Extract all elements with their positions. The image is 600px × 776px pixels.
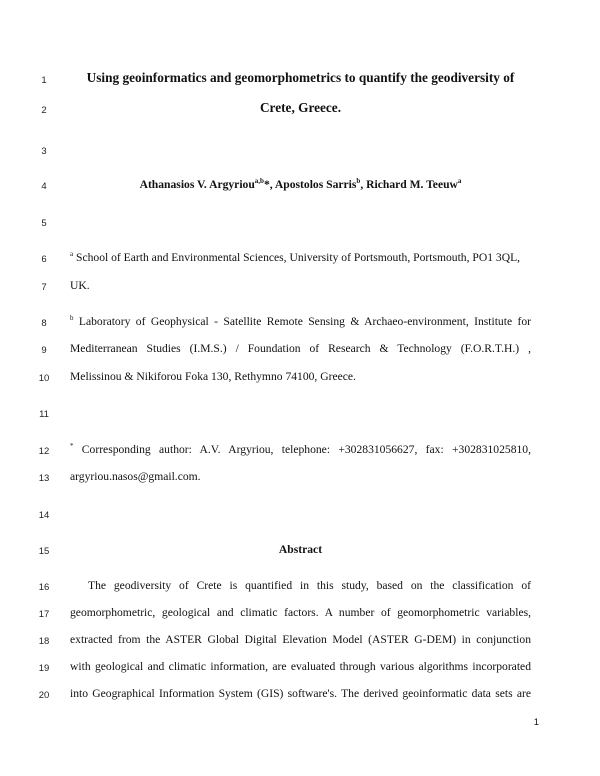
affiliation-b-line-1 (70, 315, 531, 329)
abstract-line-2: geomorphometric, geological and climatic factors. A number of geomorphometric variables, (70, 606, 531, 619)
affiliation-a-line-2: UK. (70, 279, 90, 292)
abstract-line-3: extracted from the ASTER Global Digital Elevation Model (ASTER G-DEM) in conjunction (70, 633, 531, 646)
line-number: 1 (41, 75, 47, 86)
affiliation-b-line-3: Melissinou & Nikiforou Foka 130, Rethymno 74100, Greece. (70, 370, 356, 383)
abstract-line-5: into Geographical Information System (GIS) software's. The derived geoinformatic data sets are (70, 687, 531, 700)
author-affiliation-mark: a,b (254, 177, 264, 186)
author-list (70, 178, 531, 192)
line-number: 6 (41, 254, 47, 265)
line-number: 18 (38, 636, 50, 647)
affiliation-b-line-2: Mediterranean Studies (I.M.S.) / Foundation of Research & Technology (F.O.R.T.H.) , (70, 342, 531, 355)
corresponding-mark: * (70, 442, 74, 451)
abstract-heading: Abstract (278, 543, 323, 556)
line-number: 4 (41, 181, 47, 192)
line-number: 11 (39, 409, 49, 420)
line-number: 3 (41, 146, 47, 157)
line-number: 17 (38, 609, 50, 620)
affiliation-a-line-1 (70, 251, 531, 265)
author-separator: , (360, 178, 367, 191)
abstract-line-4: with geological and climatic information, are evaluated through various algorithms incorporated (70, 660, 531, 673)
corresponding-author-line-1 (70, 443, 531, 457)
paper-title-line-2: Crete, Greece. (259, 100, 342, 115)
author-name: Apostolos Sarris (274, 178, 357, 191)
line-number: 8 (41, 318, 47, 329)
line-number: 14 (38, 510, 50, 521)
corresponding-author-email: argyriou.nasos@gmail.com. (70, 470, 201, 483)
line-number: 10 (38, 373, 50, 384)
line-number: 13 (38, 473, 50, 484)
line-number: 5 (41, 218, 47, 229)
corresponding-mark: * (263, 178, 270, 191)
corresponding-text: Corresponding author: A.V. Argyriou, telephone: +302831056627, fax: +302831025810, (73, 443, 531, 456)
paper-title-line-1: Using geoinformatics and geomorphometrics to quantify the geodiversity of (86, 70, 515, 85)
line-number: 9 (41, 345, 47, 356)
abstract-line-1: The geodiversity of Crete is quantified in this study, based on the classification of (88, 579, 531, 592)
affiliation-mark: b (70, 314, 74, 323)
author-affiliation-mark: b (356, 177, 361, 186)
line-number: 7 (41, 282, 47, 293)
affiliation-text: Laboratory of Geophysical - Satellite Remote Sensing & Archaeo-environment, Institute for (73, 315, 531, 328)
author-affiliation-mark: a (457, 177, 462, 186)
line-number: 2 (41, 105, 47, 116)
affiliation-text: School of Earth and Environmental Sciences, University of Portsmouth, Portsmouth, PO1 3QL, (73, 251, 521, 264)
line-number: 16 (38, 582, 50, 593)
line-number: 12 (38, 446, 50, 457)
author-name: Richard M. Teeuw (366, 178, 458, 191)
page-number: 1 (533, 717, 539, 728)
line-number: 20 (38, 690, 50, 701)
affiliation-mark: a (70, 250, 74, 259)
line-number: 19 (38, 663, 50, 674)
author-separator: , (269, 178, 275, 191)
line-number: 15 (38, 546, 50, 557)
author-name: Athanasios V. Argyriou (139, 178, 255, 191)
